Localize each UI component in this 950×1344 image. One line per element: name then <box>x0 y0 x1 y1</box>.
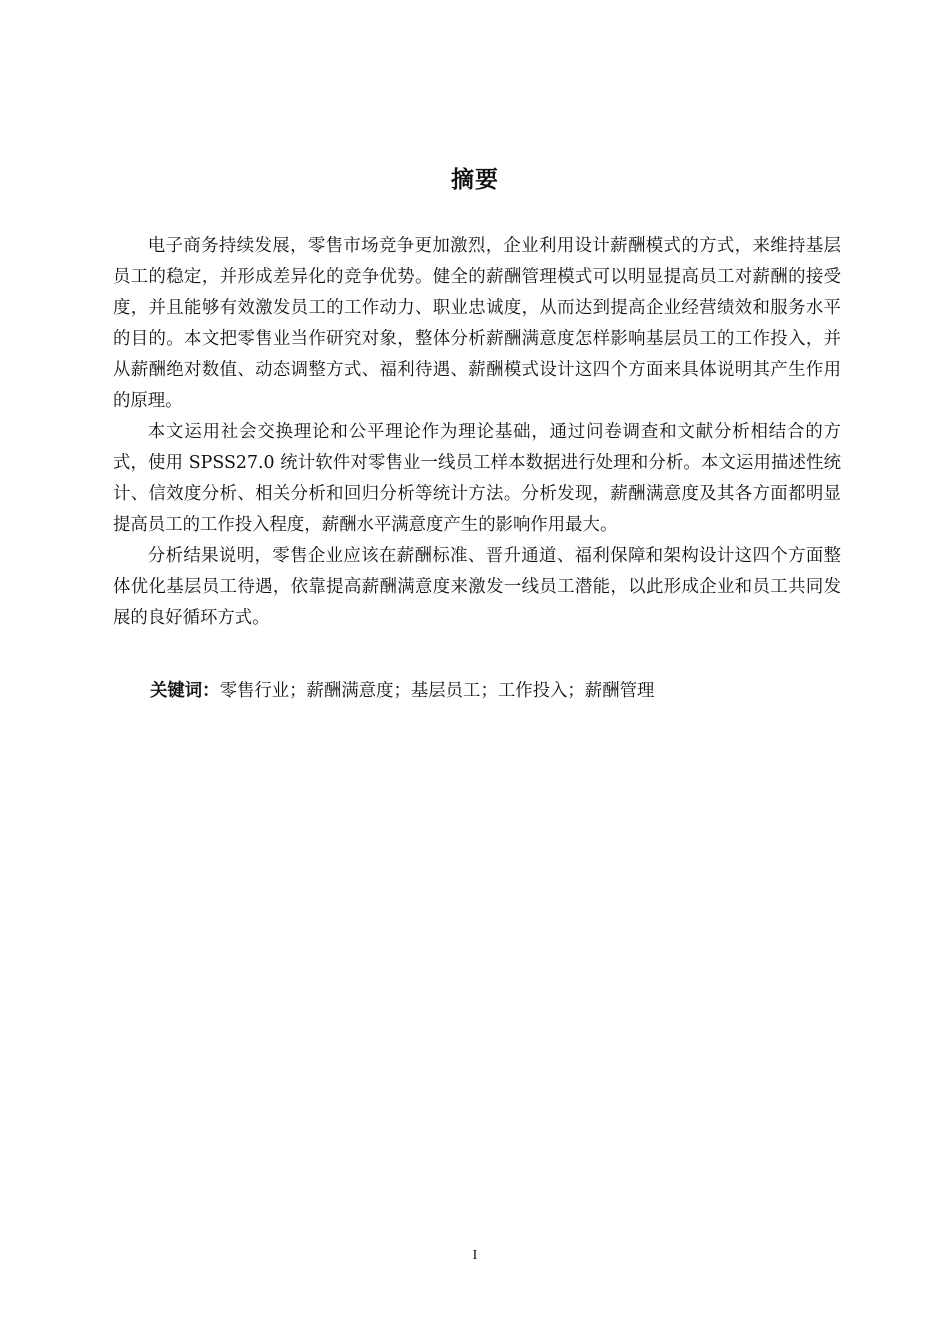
abstract-paragraph-1: 电子商务持续发展，零售市场竞争更加激烈，企业利用设计薪酬模式的方式，来维持基层员工的稳定，并形成差异化的竞争优势。健全的薪酬管理模式可以明显提高员工对薪酬的接受度，并且能够有效激发员工的工作动力、职业忠诚度，从而达到提高企业经营绩效和服务水平的目的。本文把零售业当作研究对象，整体分析薪酬满意度怎样影响基层员工的工作投入，并从薪酬绝对数值、动态调整方式、福利待遇、薪酬模式设计这四个方面来具体说明其产生作用的原理。 <box>113 236 841 411</box>
abstract-paragraph-3: 分析结果说明，零售企业应该在薪酬标准、晋升通道、福利保障和架构设计这四个方面整体优化基层员工待遇，依靠提高薪酬满意度来激发一线员工潜能，以此形成企业和员工共同发展的良好循环方式。 <box>113 546 841 628</box>
page-number: I <box>472 1248 478 1263</box>
keywords-label: 关键词： <box>150 681 220 701</box>
abstract-title: 摘要 <box>451 167 499 193</box>
abstract-body <box>113 231 841 634</box>
keywords-text: 零售行业；薪酬满意度；基层员工；工作投入；薪酬管理 <box>219 681 655 701</box>
keywords-line <box>150 676 654 707</box>
abstract-paragraph-2: 本文运用社会交换理论和公平理论作为理论基础，通过问卷调查和文献分析相结合的方式，使用 SPSS27.0 统计软件对零售业一线员工样本数据进行处理和分析。本文运用描述性统计、信效度分析、相关分析和回归分析等统计方法。分析发现，薪酬满意度及其各方面都明显提高员工的工作投入程度，薪酬水平满意度产生的影响作用最大。 <box>113 422 841 535</box>
